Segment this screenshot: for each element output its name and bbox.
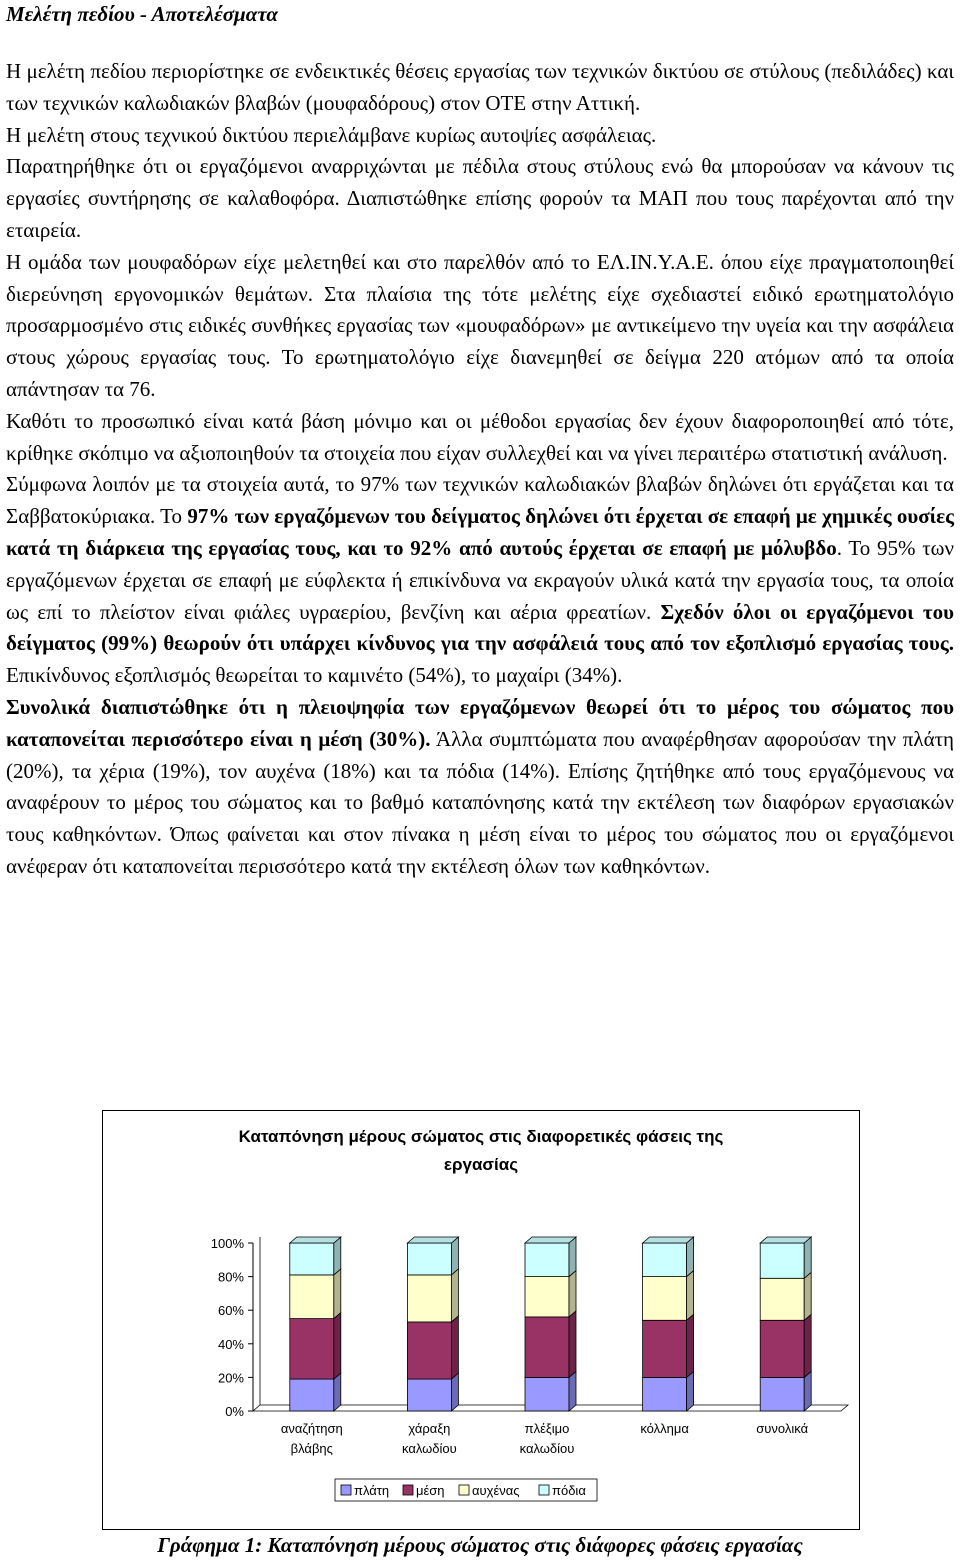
bar-side-πόδια <box>451 1237 458 1275</box>
bar-segment-μέση <box>407 1322 451 1379</box>
bold-text: Σχεδόν όλοι οι εργαζόμενοι του δείγματος (99%) θεωρούν ότι υπάρχει κίνδυνος για την ασφάλειά τους από τον εξοπλισμό εργασίας τους. <box>6 599 954 656</box>
y-tick-label: 80% <box>217 1269 244 1285</box>
legend-swatch-πλάτη <box>341 1485 351 1495</box>
chart-container <box>102 1110 860 1530</box>
paragraph-6 <box>6 469 954 692</box>
figure-caption: Γράφημα 1: Καταπόνηση μέρους σώματος στις διάφορες φάσεις εργασίας <box>157 1533 803 1557</box>
bar-segment-μέση <box>643 1320 687 1377</box>
bold-text: 97% των εργαζόμενων του δείγματος δηλώνει ότι έρχεται σε επαφή με χημικές ουσίες κατά τη διάρκεια της εργασίας τους, και το 92% από αυτούς έρχεται σε επαφή με μόλυβδο <box>6 504 954 560</box>
bar-side-πλάτη <box>334 1373 341 1411</box>
bar-segment-αυχένας <box>290 1275 334 1319</box>
bar-segment-αυχένας <box>643 1277 687 1321</box>
paragraph-4 <box>6 247 954 406</box>
x-category-label: αναζήτηση <box>280 1421 343 1436</box>
chart-title-line-1: Καταπόνηση μέρους σώματος στις διαφορετικές φάσεις της <box>238 1127 724 1146</box>
bar-segment-μέση <box>525 1317 569 1377</box>
bold-text: Συνολικά διαπιστώθηκε ότι η πλειοψηφία των εργαζόμενων θεωρεί ότι το μέρος του σώματος που καταπονείται περισσότερο είναι η μέση (30%). <box>6 694 954 751</box>
bar-side-μέση <box>451 1316 458 1379</box>
x-category-label: βλάβης <box>290 1441 333 1456</box>
x-category-label: καλωδίου <box>519 1441 575 1456</box>
text-run: Παρατηρήθηκε ότι οι εργαζόμενοι αναρριχώνται με πέδιλα στους στύλους ενώ θα μπορούσαν να κάνουν τις εργασίες συντήρησης σε καλαθοφόρα. Διαπιστώθηκε επίσης φορούν τα ΜΑΠ που τους παρέχονται από την εταιρεία. <box>6 154 954 242</box>
bar-top <box>290 1237 341 1243</box>
chart-title-line-2: εργασίας <box>443 1155 519 1174</box>
bar-segment-αυχένας <box>760 1278 804 1320</box>
bar-segment-πόδια <box>525 1243 569 1277</box>
legend-swatch-αυχένας <box>459 1485 469 1495</box>
bar-segment-πόδια <box>290 1243 334 1275</box>
bar-side-μέση <box>334 1313 341 1379</box>
bar-segment-πόδια <box>407 1243 451 1275</box>
text-run: Άλλα συμπτώματα που αναφέρθησαν αφορούσαν την πλάτη (20%), τα χέρια (19%), τον αυχένα (18%) και τα πόδια (14%). Επίσης ζητήθηκε από τους εργαζόμενους να αναφέρουν το μέρος του σώματος και το βαθμό καταπόνησης κατά την εκτέλεση των διαφόρων εργασιακών τους καθηκόντων. Όπως φαίνεται και στον πίνακα η μέση είναι το μέρος του σώματος που οι εργαζόμενοι ανέφεραν ότι καταπονείται περισσότερο κατά την εκτέλεση όλων των καθηκόντων. <box>6 726 954 878</box>
y-tick-label: 60% <box>217 1303 244 1319</box>
bar-side-μέση <box>804 1314 811 1377</box>
bar-side-αυχένας <box>451 1269 458 1322</box>
bar-side-πόδια <box>687 1237 694 1277</box>
legend-label-πλάτη: πλάτη <box>354 1483 390 1498</box>
paragraph-2 <box>6 120 954 152</box>
text-run: Σύμφωνα λοιπόν με τα στοιχεία αυτά, το 97% των τεχνικών καλωδιακών βλαβών δηλώνει ότι εργάζεται και τα Σαββατοκύριακα. Το <box>6 472 954 529</box>
bar-segment-πόδια <box>760 1243 804 1278</box>
bar-side-πλάτη <box>569 1371 576 1411</box>
bar-segment-πλάτη <box>525 1377 569 1411</box>
bar-segment-πλάτη <box>643 1377 687 1411</box>
text-run: . Το 95% των εργαζόμενων έρχεται σε επαφή με εύφλεκτα ή επικίνδυνα να εκραγούν υλικά κατά την εργασία τους, τα οποία ως επί το πλείστον είναι φιάλες υγραερίου, βενζίνη και αέρια φρεατίων. <box>6 535 954 624</box>
paragraph-1 <box>6 56 954 120</box>
text-run: Η μελέτη πεδίου περιορίστηκε σε ενδεικτικές θέσεις εργασίας των τεχνικών δικτύου σε στύλους (πεδιλάδες) και των τεχνικών καλωδιακών βλαβών (μουφαδόρους) στον ΟΤΕ στην Αττική. <box>6 59 954 115</box>
legend-swatch-πόδια <box>539 1485 549 1495</box>
bar-side-μέση <box>687 1314 694 1377</box>
bar-segment-αυχένας <box>525 1277 569 1317</box>
bar-segment-αυχένας <box>407 1275 451 1322</box>
paragraph-5 <box>6 406 954 470</box>
legend-swatch-μέση <box>403 1485 413 1495</box>
bar-side-πλάτη <box>804 1371 811 1411</box>
bar-segment-μέση <box>760 1320 804 1377</box>
bar-side-αυχένας <box>334 1269 341 1319</box>
x-category-label: κόλλημα <box>640 1421 689 1436</box>
body-text <box>6 56 954 883</box>
bar-segment-πλάτη <box>760 1377 804 1411</box>
legend-label-πόδια: πόδια <box>552 1483 586 1498</box>
x-category-label: συνολικά <box>756 1421 809 1436</box>
bar-top <box>525 1237 576 1243</box>
y-tick-label: 100% <box>210 1236 244 1251</box>
bar-side-αυχένας <box>687 1271 694 1321</box>
text-run: Επικίνδυνος εξοπλισμός θεωρείται το καμινέτο (54%), το μαχαίρι (34%). <box>6 663 623 688</box>
bar-segment-πλάτη <box>290 1379 334 1411</box>
paragraph-7 <box>6 692 954 883</box>
bar-side-μέση <box>569 1311 576 1377</box>
x-category-label: χάραξη <box>408 1421 451 1436</box>
y-tick-label: 20% <box>217 1370 244 1386</box>
bar-top <box>643 1237 694 1243</box>
bar-side-πλάτη <box>451 1373 458 1411</box>
bar-side-πόδια <box>569 1237 576 1277</box>
bar-side-αυχένας <box>804 1272 811 1320</box>
bar-segment-μέση <box>290 1319 334 1379</box>
text-run: Η ομάδα των μουφαδόρων είχε μελετηθεί και στο παρελθόν από το ΕΛ.ΙΝ.Υ.Α.Ε. όπου είχε πραγματοποιηθεί διερεύνηση εργονομικών θεμάτων. Στα πλαίσια της τότε μελέτης είχε σχεδιαστεί ειδικό ερωτηματολόγιο προσαρμοσμένο στις ειδικές συνθήκες εργασίας των «μουφαδόρων» με αντικείμενο την υγεία και την ασφάλεια στους χώρους εργασίας τους. Το ερωτηματολόγιο είχε διανεμηθεί σε δείγμα 220 ατόμων από τα οποία απάντησαν τα 76. <box>6 249 954 401</box>
x-category-label: καλωδίου <box>402 1441 457 1456</box>
bar-side-πλάτη <box>687 1371 694 1411</box>
legend-label-αυχένας: αυχένας <box>472 1483 520 1498</box>
bar-side-πόδια <box>804 1237 811 1278</box>
bar-top <box>760 1237 811 1243</box>
y-tick-label: 0% <box>225 1404 244 1419</box>
page-heading: Μελέτη πεδίου - Αποτελέσματα <box>6 2 278 26</box>
stacked-bar-chart <box>103 1111 859 1529</box>
bar-top <box>407 1237 458 1243</box>
bar-segment-πόδια <box>643 1243 687 1277</box>
legend-label-μέση: μέση <box>416 1483 445 1498</box>
bar-side-πόδια <box>334 1237 341 1275</box>
text-run: Καθότι το προσωπικό είναι κατά βάση μόνιμο και οι μέθοδοι εργασίας δεν έχουν διαφοροποιηθεί από τότε, κρίθηκε σκόπιμο να αξιοποιηθούν τα στοιχεία που είχαν συλλεχθεί και να γίνει περαιτέρω στατιστική ανάλυση. <box>6 408 954 465</box>
y-tick-label: 40% <box>217 1336 244 1352</box>
bar-segment-πλάτη <box>407 1379 451 1411</box>
x-category-label: πλέξιμο <box>524 1421 570 1436</box>
text-run: Η μελέτη στους τεχνικού δικτύου περιελάμβανε κυρίως αυτοψίες ασφάλειας. <box>6 122 657 147</box>
paragraph-3 <box>6 151 954 246</box>
bar-side-αυχένας <box>569 1271 576 1317</box>
